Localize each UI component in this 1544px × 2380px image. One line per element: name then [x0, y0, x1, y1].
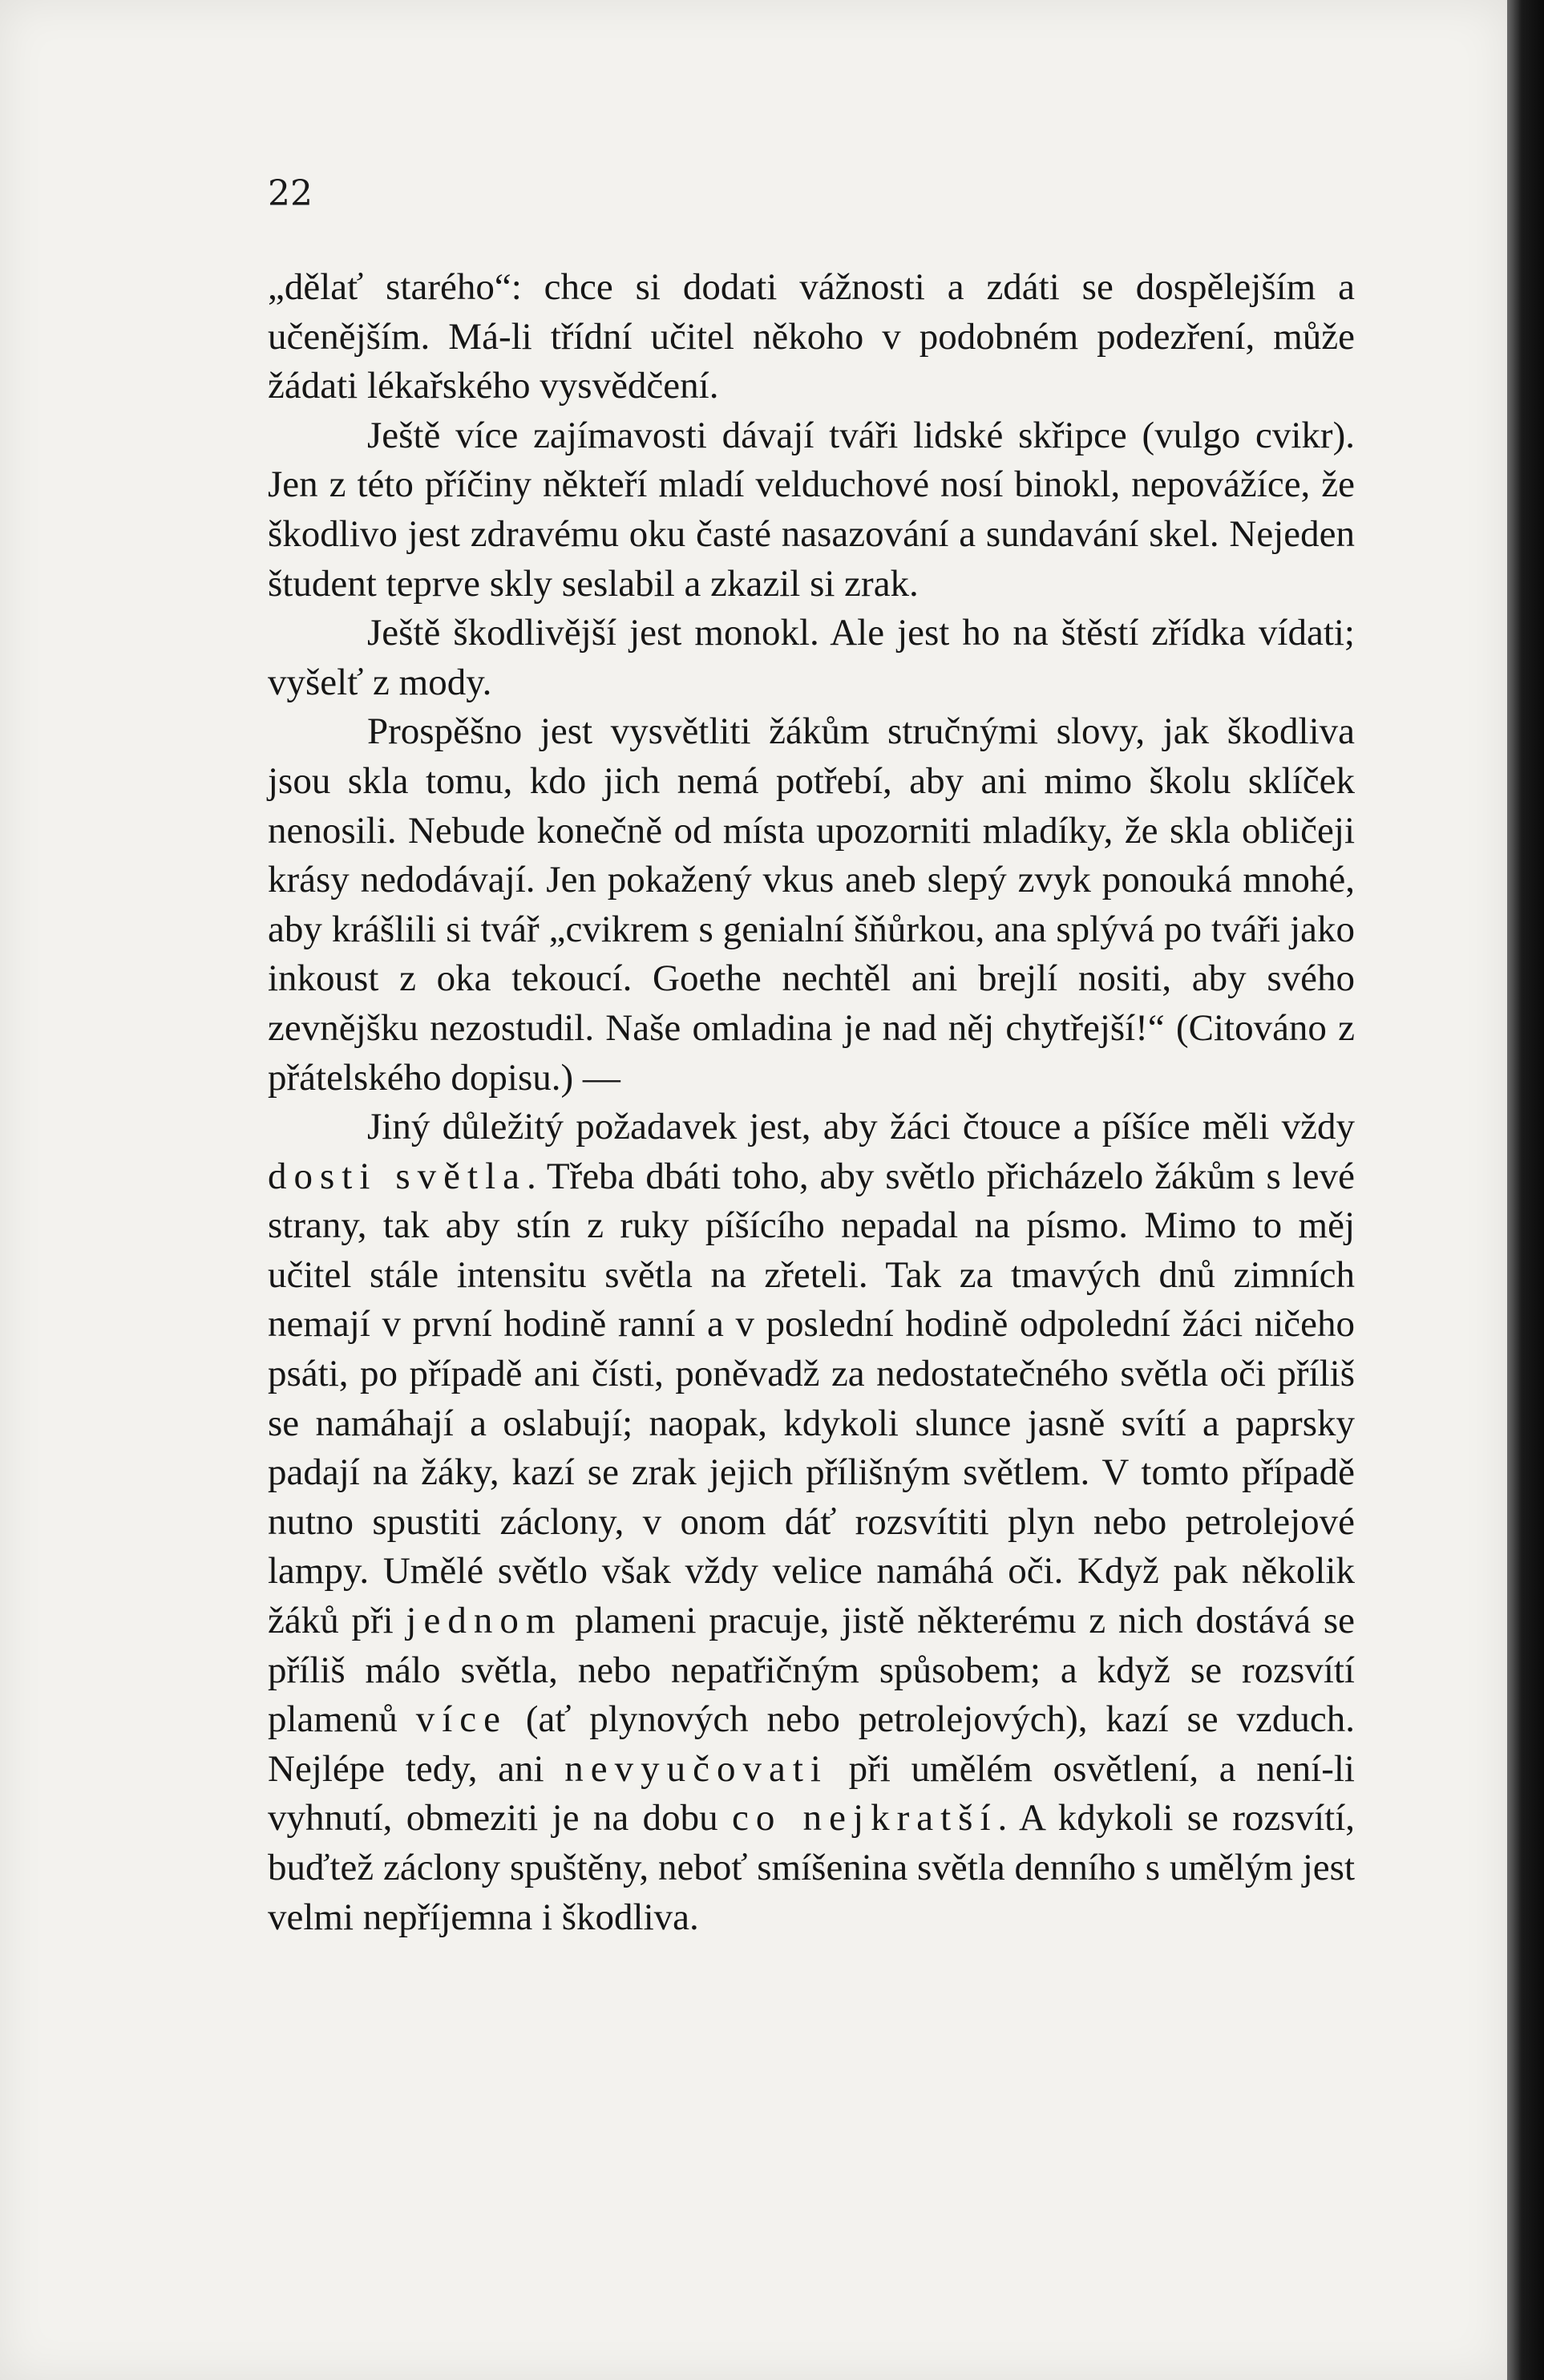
text-segment: . A kdykoli se rozsvítí, buďtež záclony spuštěny, neboť smíšenina světla denního s umělým jest velmi nepříjemna i škodliva. — [268, 1797, 1356, 1938]
text-segment: Ještě více zajímavosti dávají tváři lidské skřipce (vulgo cvikr). Jen z této příčiny někteří mladí velduchové nosí binokl, nepovážíce, že škodlivo jest zdravému oku časté nasazování a sundavání skel. Nejeden študent teprve skly seslabil a zkazil si zrak. — [268, 414, 1355, 605]
paragraph-5 — [268, 1103, 1355, 1942]
text-segment: „dělať starého“: chce si dodati vážnosti a zdáti se dospělejším a učenějším. Má-li třídní učitel někoho v podobném podezření, může žádati lékařského vysvědčení. — [268, 266, 1355, 407]
spaced-emphasis: nevyučovati — [564, 1747, 828, 1790]
spaced-emphasis: dosti světla — [268, 1155, 527, 1197]
text-segment: při umělém osvětlení, a není-li vyhnutí, obmeziti je na dobu — [268, 1747, 1355, 1840]
page-edge-shadow — [1507, 0, 1544, 2380]
text-segment: plameni pracuje, jistě některému z nich dostává se příliš málo světla, nebo nepatřičným spůsobem; a když se rozsvítí plamenů — [268, 1600, 1355, 1741]
paragraph-3 — [268, 609, 1355, 707]
spaced-emphasis: co nejkratší — [731, 1797, 998, 1840]
spaced-emphasis: jednom — [406, 1600, 563, 1642]
paragraph-4 — [268, 707, 1355, 1103]
paragraph-1 — [268, 263, 1355, 411]
page-number: 22 — [268, 173, 313, 214]
text-segment: (ať plynových nebo petrolejových), kazí se vzduch. Nejlépe tedy, ani — [268, 1698, 1355, 1790]
text-segment: Prospěšno jest vysvětliti žákům stručnými slovy, jak škodliva jsou skla tomu, kdo jich nemá potřebí, aby ani mimo školu sklíček nenosili. Nebude konečně od místa upozorniti mladíky, že skla obličeji krásy nedodávají. Jen pokažený vkus aneb slepý zvyk ponouká mnohé, aby krášlili si tvář „cvikrem s genialní šňůrkou, ana splývá po tváři jako inkoust z oka tekoucí. Goethe nechtěl ani brejlí nositi, aby svého zevnějšku nezostudil. Naše omladina je nad něj chytřejší!“ (Citováno z přátelského dopisu.) — — [268, 710, 1355, 1099]
spaced-emphasis: více — [415, 1698, 507, 1741]
body-text — [268, 263, 1355, 1942]
text-segment: . Třeba dbáti toho, aby světlo přicházelo žákům s levé strany, tak aby stín z ruky píšícího nepadal na písmo. Mimo to měj učitel stále intensitu světla na zřeteli. Tak za tmavých dnů zimních nemají v první hodině ranní a v poslední hodině odpolední žáci ničeho psáti, po případě ani čísti, poněvadž za nedostatečného světla oči příliš se namáhají a oslabují; naopak, kdykoli slunce jasně svítí a paprsky padají na žáky, kazí se zrak jejich přílišným světlem. V tomto případě nutno spustiti záclony, v onom dáť rozsvítiti plyn nebo petrolejové lampy. Umělé světlo však vždy velice namáhá oči. Když pak několik žáků při — [268, 1155, 1355, 1642]
text-segment: Jiný důležitý požadavek jest, aby žáci čtouce a píšíce měli vždy — [367, 1106, 1355, 1148]
text-segment: Ještě škodlivější jest monokl. Ale jest ho na štěstí zřídka vídati; vyšelť z mody. — [268, 612, 1355, 703]
paragraph-2 — [268, 411, 1355, 609]
